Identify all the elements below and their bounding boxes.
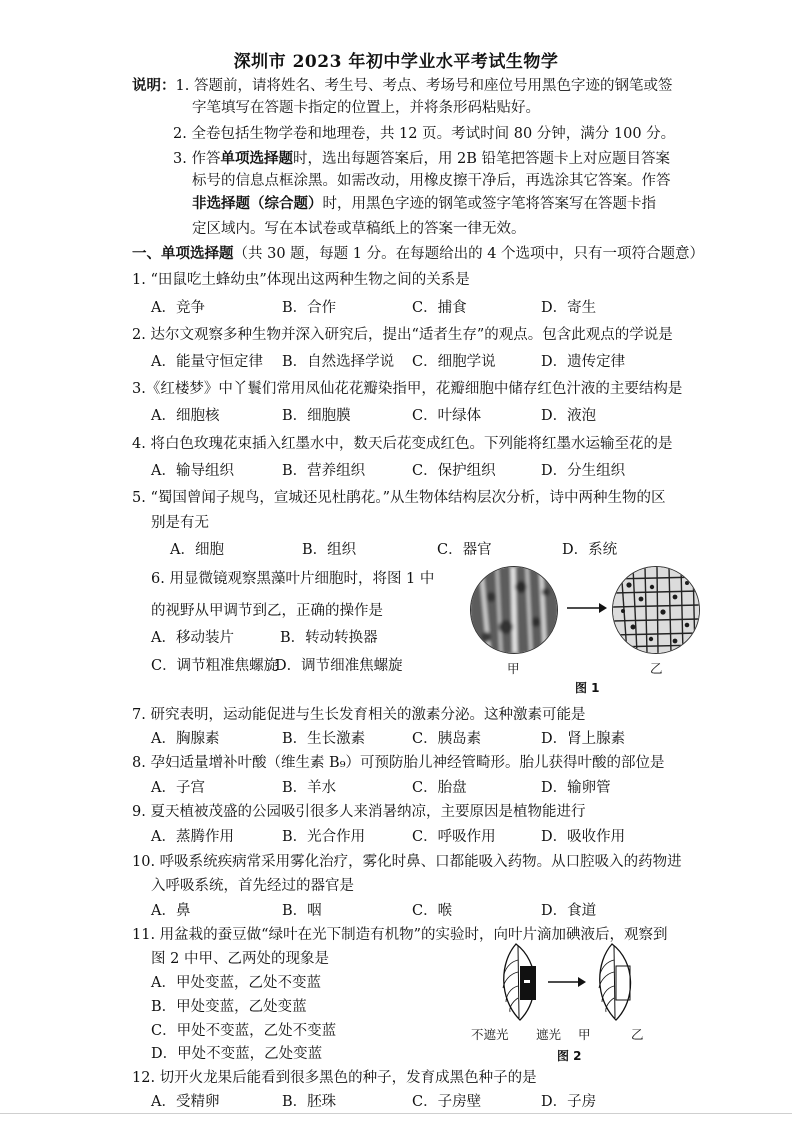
figure-2-label-shaded: 遮光: [536, 1027, 562, 1042]
note-3-line-4: 定区域内。写在本试卷或草稿纸上的答案一律无效。: [192, 221, 526, 237]
question-1-stem: 1. “田鼠吃土蜂幼虫”体现出这两种生物之间的关系是: [132, 272, 470, 288]
note-3-line-2: 标号的信息点框涂黑。如需改动，用橡皮擦干净后，再选涂其它答案。作答: [192, 173, 671, 189]
section-heading-rest: （共 30 题，每题 1 分。在每题给出的 4 个选项中，只有一项符合题意）: [233, 246, 705, 262]
question-7-option-d: D．肾上腺素: [541, 731, 626, 747]
note-3-line-1: [173, 149, 670, 169]
leaf-left-icon: [503, 944, 536, 1020]
question-10-option-d: D．食道: [541, 903, 597, 919]
figure-1-label-jia: 甲: [507, 661, 520, 676]
section-heading-bold: 一、单项选择题: [132, 245, 234, 262]
question-6-stem: 6. 用显微镜观察黑藻叶片细胞时，将图 1 中: [151, 571, 435, 587]
question-9-option-c: C．呼吸作用: [412, 829, 496, 845]
question-2-option-a: A．能量守恒定律: [151, 354, 263, 370]
question-4-stem: 4. 将白色玫瑰花束插入红墨水中，数天后花变成红色。下列能将红墨水运输至花的是: [132, 436, 673, 452]
question-2-option-d: D．遗传定律: [541, 354, 626, 370]
question-9-option-b: B．光合作用: [282, 829, 366, 845]
page-bottom-divider: [0, 1113, 792, 1114]
question-10-stem: 10. 呼吸系统疾病常采用雾化治疗，雾化时鼻、口都能吸入药物。从口腔吸入的药物进: [132, 854, 682, 870]
note-3-prefix: 3. 作答: [173, 151, 221, 167]
question-8-option-b: B．羊水: [282, 780, 337, 796]
question-1-option-d: D．寄生: [541, 300, 597, 316]
question-10-stem-cont: 入呼吸系统，首先经过的器官是: [151, 878, 354, 894]
question-5-stem-cont: 别是有无: [151, 515, 209, 531]
question-11-stem-cont: 图 2 中甲、乙两处的现象是: [151, 951, 329, 967]
figure-1-caption: 图 1: [575, 681, 600, 695]
question-11-option-a: A．甲处变蓝，乙处不变蓝: [151, 975, 321, 991]
question-7-stem: 7. 研究表明，运动能促进与生长发育相关的激素分泌。这种激素可能是: [132, 707, 586, 723]
question-10-option-a: A．鼻: [151, 903, 191, 919]
question-5-stem: 5. “蜀国曾闻子规鸟，宣城还见杜鹃花。”从生物体结构层次分析，诗中两种生物的区: [132, 490, 666, 506]
note-1-line-1: 1. 答题前，请将姓名、考生号、考点、考场号和座位号用黑色字迹的钢笔或签: [175, 78, 673, 94]
question-3-stem: 3.《红楼梦》中丫鬟们常用凤仙花花瓣染指甲，花瓣细胞中储存红色汁液的主要结构是: [132, 381, 683, 397]
question-5-option-b: B．组织: [302, 542, 357, 558]
question-12-option-d: D．子房: [541, 1094, 597, 1110]
question-8-option-d: D．输卵管: [541, 780, 611, 796]
question-4-option-d: D．分生组织: [541, 463, 626, 479]
section-heading: [132, 244, 704, 264]
question-9-stem: 9. 夏天植被茂盛的公园吸引很多人来消暑纳凉，主要原因是植物能进行: [132, 804, 586, 820]
question-7-option-a: A．胸腺素: [151, 731, 220, 747]
question-3-option-d: D．液泡: [541, 408, 597, 424]
question-5-option-d: D．系统: [562, 542, 618, 558]
question-3-option-b: B．细胞膜: [282, 408, 351, 424]
leaf-right-icon: [599, 944, 631, 1020]
question-6-option-d: D．调节细准焦螺旋: [275, 658, 403, 674]
figure-2-label-jia: 甲: [578, 1027, 591, 1042]
question-6-option-a: A．移动装片: [151, 630, 234, 646]
arrow-right-icon: [565, 600, 609, 616]
question-4-option-a: A．输导组织: [151, 463, 234, 479]
note-3-rest: 时，选出每题答案后，用 2B 铅笔把答题卡上对应题目答案: [292, 151, 671, 167]
question-1-option-a: A．竞争: [151, 300, 205, 316]
notes-line-1: [132, 76, 672, 96]
question-10-option-c: C．喉: [412, 903, 453, 919]
question-8-option-a: A．子宫: [151, 780, 205, 796]
question-3-option-c: C．叶绿体: [412, 408, 482, 424]
question-9-option-a: A．蒸腾作用: [151, 829, 234, 845]
question-11-stem: 11. 用盆栽的蚕豆做“绿叶在光下制造有机物”的实验时，向叶片滴加碘液后，观察到: [132, 927, 668, 943]
question-12-option-a: A．受精卵: [151, 1094, 220, 1110]
figure-2-label-unshaded: 不遮光: [471, 1027, 509, 1042]
question-11-option-d: D．甲处不变蓝，乙处变蓝: [151, 1046, 323, 1062]
figure-1-label-yi: 乙: [650, 661, 663, 676]
question-3-option-a: A．细胞核: [151, 408, 220, 424]
question-7-option-c: C．胰岛素: [412, 731, 482, 747]
question-12-stem: 12. 切开火龙果后能看到很多黑色的种子，发育成黑色种子的是: [132, 1070, 537, 1086]
question-10-option-b: B．咽: [282, 903, 322, 919]
microscope-view-blurry: [470, 566, 558, 654]
note-3-bold-single-choice: 单项选择题: [220, 150, 293, 167]
question-11-option-b: B．甲处变蓝，乙处变蓝: [151, 999, 307, 1015]
page-title: 深圳市 2023 年初中学业水平考试生物学: [233, 52, 559, 72]
note-1-line-2: 字笔填写在答题卡指定的位置上，并将条形码粘贴好。: [192, 100, 540, 116]
notes-label: 说明：: [132, 77, 176, 94]
question-11-option-c: C．甲处不变蓝，乙处不变蓝: [151, 1023, 337, 1039]
question-2-option-b: B．自然选择学说: [282, 354, 395, 370]
note-3-line-3: [192, 194, 656, 214]
question-8-stem: 8. 孕妇适量增补叶酸（维生素 B₉）可预防胎儿神经管畸形。胎儿获得叶酸的部位是: [132, 755, 665, 771]
question-4-option-b: B．营养组织: [282, 463, 366, 479]
question-8-option-c: C．胎盘: [412, 780, 467, 796]
question-1-option-c: C．捕食: [412, 300, 467, 316]
question-6-stem-cont: 的视野从甲调节到乙，正确的操作是: [151, 603, 383, 619]
figure-2-leaf-diagram: [494, 940, 644, 1024]
note-3-bold-nonchoice: 非选择题（综合题）: [192, 195, 323, 212]
question-7-option-b: B．生长激素: [282, 731, 366, 747]
question-4-option-c: C．保护组织: [412, 463, 496, 479]
question-6-option-b: B．转动转换器: [280, 630, 378, 646]
question-2-option-c: C．细胞学说: [412, 354, 496, 370]
question-5-option-c: C．器官: [437, 542, 492, 558]
note-2: 2. 全卷包括生物学卷和地理卷，共 12 页。考试时间 80 分钟，满分 100 分。: [173, 126, 676, 142]
question-2-stem: 2. 达尔文观察多种生物并深入研究后，提出“适者生存”的观点。包含此观点的学说是: [132, 327, 673, 343]
microscope-view-clear: [612, 566, 700, 654]
question-9-option-d: D．吸收作用: [541, 829, 626, 845]
question-12-option-b: B．胚珠: [282, 1094, 337, 1110]
question-6-option-c: C．调节粗准焦螺旋: [151, 658, 279, 674]
note-3-line-3-rest: 时，用黑色字迹的钢笔或签字笔将答案写在答题卡指: [322, 196, 656, 212]
figure-2-label-yi: 乙: [631, 1027, 644, 1042]
question-1-option-b: B．合作: [282, 300, 337, 316]
figure-2-caption: 图 2: [557, 1049, 582, 1063]
question-12-option-c: C．子房壁: [412, 1094, 482, 1110]
question-5-option-a: A．细胞: [170, 542, 224, 558]
